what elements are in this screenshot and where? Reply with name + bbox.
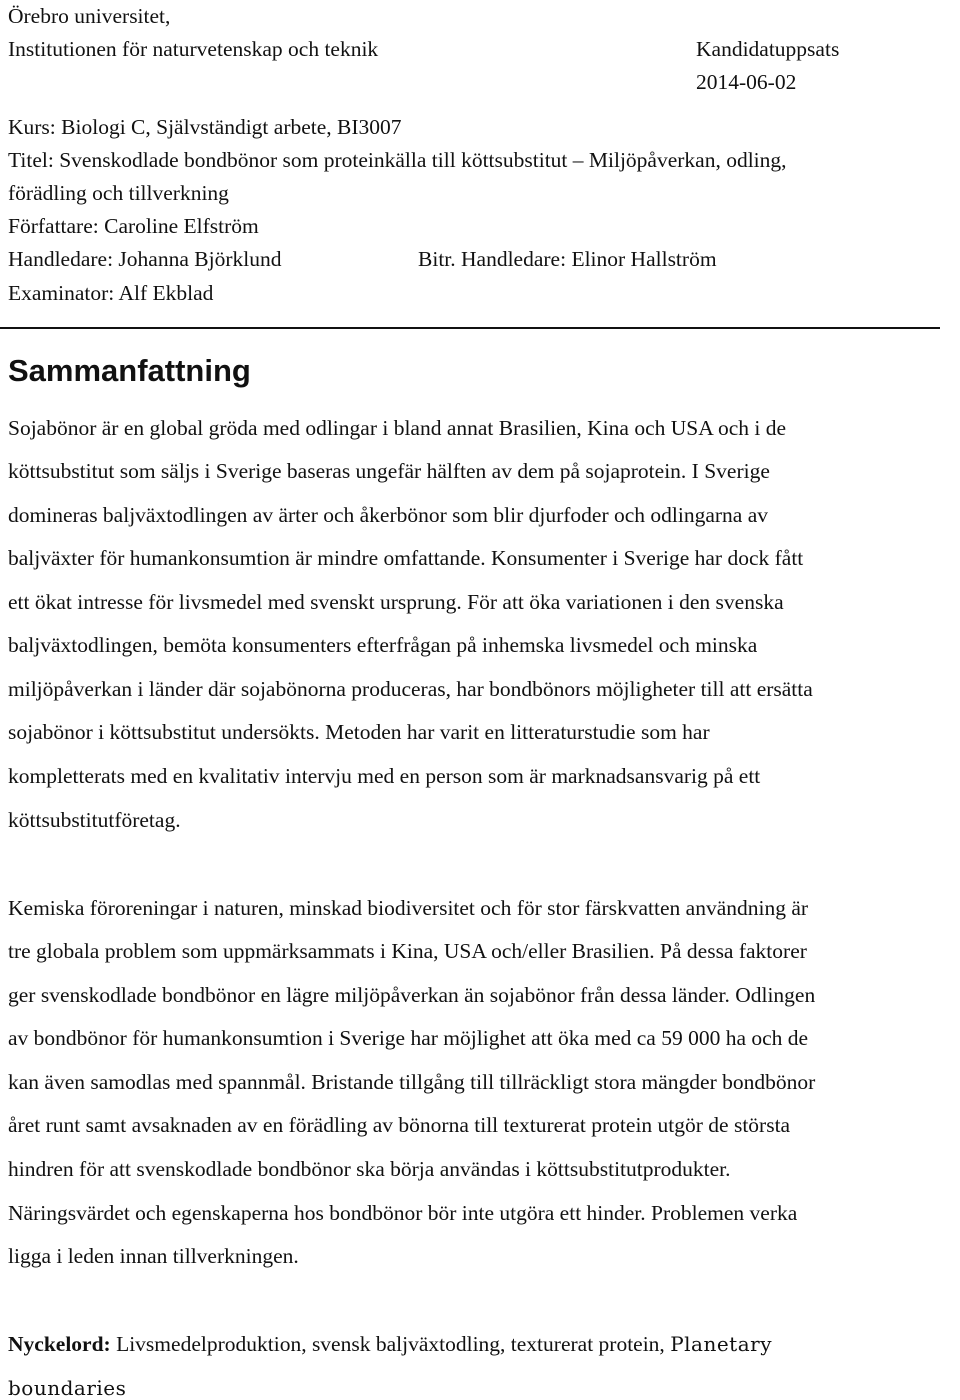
- paragraph-line: kan även samodlas med spannmål. Bristande tillgång till tillräckligt stora mängder bondbönor: [8, 1070, 816, 1094]
- university-name: Örebro universitet,: [8, 4, 171, 28]
- thesis-date: 2014-06-02: [696, 70, 797, 94]
- paragraph-line: ligga i leden innan tillverkningen.: [8, 1244, 299, 1268]
- paragraph-line: året runt samt avsaknaden av en förädling av bönorna till texturerat protein utgör de största: [8, 1113, 791, 1137]
- keywords-line: [8, 1334, 772, 1356]
- title-line-1: Titel: Svenskodlade bondbönor som proteinkälla till köttsubstitut – Miljöpåverkan, odling,: [8, 148, 787, 172]
- institution-name: Institutionen för naturvetenskap och teknik: [8, 37, 379, 61]
- author-line: Författare: Caroline Elfström: [8, 214, 259, 238]
- keywords-text: Livsmedelproduktion, svensk baljväxtodling, texturerat protein,: [110, 1332, 671, 1356]
- section-heading: Sammanfattning: [8, 353, 251, 388]
- paragraph-line: köttsubstitutföretag.: [8, 808, 181, 832]
- assistant-supervisor-line: Bitr. Handledare: Elinor Hallström: [418, 247, 717, 271]
- examiner-line: Examinator: Alf Ekblad: [8, 281, 214, 305]
- paragraph-line: Näringsvärdet och egenskaperna hos bondbönor bör inte utgöra ett hinder. Problemen verka: [8, 1201, 798, 1225]
- keywords-tail-2: boundaries: [8, 1376, 127, 1400]
- keywords-line-2: [8, 1378, 126, 1400]
- keywords-label: Nyckelord:: [8, 1332, 111, 1356]
- course-line: Kurs: Biologi C, Självständigt arbete, BI3007: [8, 115, 402, 139]
- paragraph-line: kompletterats med en kvalitativ intervju med en person som är marknadsansvarig på ett: [8, 764, 761, 788]
- paragraph-line: baljväxtodlingen, bemöta konsumenters efterfrågan på inhemska livsmedel och minska: [8, 633, 758, 657]
- header-divider: [0, 327, 940, 329]
- keywords-tail: Planetary: [670, 1332, 773, 1356]
- title-line-2: förädling och tillverkning: [8, 181, 229, 205]
- paragraph-line: Sojabönor är en global gröda med odlingar i bland annat Brasilien, Kina och USA och i de: [8, 416, 786, 440]
- paragraph-line: hindren för att svenskodlade bondbönor ska börja användas i köttsubstitutprodukter.: [8, 1157, 731, 1181]
- paragraph-line: Kemiska föroreningar i naturen, minskad biodiversitet och för stor färskvatten användning är: [8, 896, 809, 920]
- paragraph-line: ger svenskodlade bondbönor en lägre miljöpåverkan än sojabönor från dessa länder. Odlingen: [8, 983, 816, 1007]
- paragraph-line: köttsubstitut som säljs i Sverige baseras ungefär hälften av dem på sojaprotein. I Sverige: [8, 459, 770, 483]
- paragraph-line: domineras baljväxtodlingen av ärter och åkerbönor som blir djurfoder och odlingarna av: [8, 503, 769, 527]
- supervisor-line: Handledare: Johanna Björklund: [8, 247, 282, 271]
- paragraph-line: sojabönor i köttsubstitut undersökts. Metoden har varit en litteraturstudie som har: [8, 720, 710, 744]
- paragraph-line: baljväxter för humankonsumtion är mindre omfattande. Konsumenter i Sverige har dock fått: [8, 546, 804, 570]
- paragraph-line: tre globala problem som uppmärksammats i Kina, USA och/eller Brasilien. På dessa faktorer: [8, 939, 807, 963]
- thesis-type: Kandidatuppsats: [696, 37, 840, 61]
- paragraph-line: av bondbönor för humankonsumtion i Sverige har möjlighet att öka med ca 59 000 ha och de: [8, 1026, 809, 1050]
- paragraph-line: ett ökat intresse för livsmedel med svenskt ursprung. För att öka variationen i den svenska: [8, 590, 784, 614]
- paragraph-line: miljöpåverkan i länder där sojabönorna produceras, har bondbönors möjligheter till att ersätta: [8, 677, 813, 701]
